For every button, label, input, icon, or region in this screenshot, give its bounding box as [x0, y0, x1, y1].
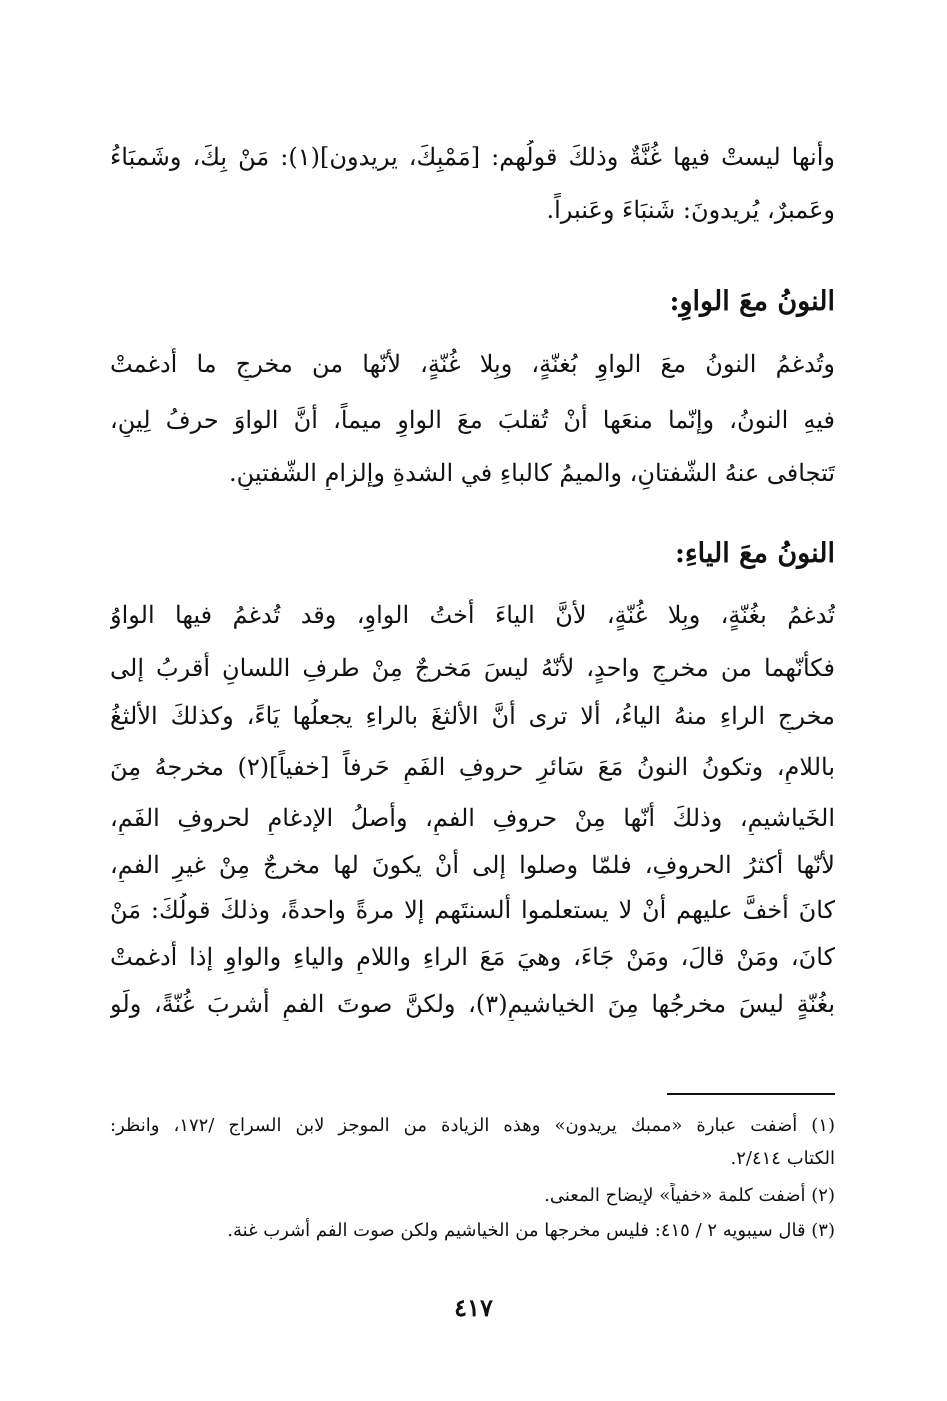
para3-line-5: الخَياشيمِ، وذلكَ أنّها مِنْ حروفِ الفمِ، وأصلُ الإدغامِ لحروفِ الفَمِ،	[110, 804, 835, 832]
para3-line-1: تُدغمُ بغُنّةٍ، وبِلا غُنّةٍ، لأنَّ الياءَ أُختُ الواوِ، وقد تُدغمُ فيها الواوُ	[110, 601, 835, 629]
footnote-separator	[667, 1093, 835, 1095]
page-number: ٤١٧	[454, 1293, 493, 1322]
footnote-1-line-1: (١) أضفت عبارة «ممبك يريدون» وهذه الزيادة من الموجز لابن السراج /١٧٢، وانظر:	[110, 1115, 835, 1136]
para3-line-3: مخرجِ الراءِ منهُ الياءُ، ألا ترى أنَّ الألثغَ بالراءِ يجعلُها يَاءً، وكذلكَ الألثغُ	[110, 702, 835, 730]
footnote-2: (٢) أضفت كلمة «خفياً» لإيضاح المعنى.	[544, 1185, 835, 1206]
section-heading-nun-waw: النونُ معَ الواوِ:	[669, 286, 835, 317]
para1-line-2: وعَمبرٌ، يُريدونَ: شَنبَاءَ وعَنبراً.	[546, 196, 835, 224]
para1-line-1: وأَنها ليستْ فيها غُنَّةٌ وذلكَ قولُهم: [مَمْبِكَ، يريدون](١): مَنْ بِكَ، وشَمبَاءُ	[110, 143, 835, 171]
para3-line-6: لأنّها أكثرُ الحروفِ، فلمّا وصلوا إلى أنْ يكونَ لها مخرجٌ مِنْ غيرِ الفمِ،	[110, 851, 835, 879]
para3-line-8: كانَ، ومَنْ قالَ، ومَنْ جَاءَ، وهيَ مَعَ الراءِ واللامِ والياءِ والواوِ إذا أُدغمتْ	[110, 943, 835, 971]
footnote-1-line-2: الكتاب ٢/٤١٤.	[730, 1148, 835, 1169]
section-heading-nun-ya: النونُ معَ الياءِ:	[674, 538, 835, 569]
para3-line-7: كانَ أخفَّ عليهم أنْ لا يستعلموا ألسنتَهم إلا مرةً واحدةً، وذلكَ قولُكَ: مَنْ	[110, 896, 835, 924]
para3-line-9: بغُنّةٍ ليسَ مخرجُها مِنَ الخياشيمِ(٣)، ولكنَّ صوتَ الفمِ أُشربَ غُنّةً، ولَو	[110, 990, 835, 1018]
footnote-3: (٣) قال سيبويه ٢ / ٤١٥: فليس مخرجها من الخياشيم ولكن صوت الفم أُشرب غنة.	[227, 1220, 835, 1241]
para2-line-3: تَتجافى عنهُ الشّفتانِ، والميمُ كالباءِ في الشدةِ وإلزامِ الشّفتينِ.	[229, 459, 835, 487]
para3-line-4: باللامِ، وتكونُ النونُ مَعَ سَائرِ حروفِ الفَمِ حَرفاً [خفياً](٢) مخرجهُ مِنَ	[110, 753, 835, 781]
para2-line-2: فيهِ النونُ، وإنّما منعَها أنْ تُقلبَ معَ الواوِ ميماً، أنَّ الواوَ حرفُ لِينٍ،	[110, 406, 835, 434]
para2-line-1: وتُدغمُ النونُ معَ الواوِ بُغنّةٍ، وبِلا غُنّةٍ، لأنّها من مخرجٍ ما أُدغمتْ	[110, 350, 835, 378]
para3-line-2: فكأنّهما من مخرجٍ واحدٍ، لأنّهُ ليسَ مَخرجٌ مِنْ طرفِ اللسانِ أقربُ إلى	[110, 654, 835, 682]
